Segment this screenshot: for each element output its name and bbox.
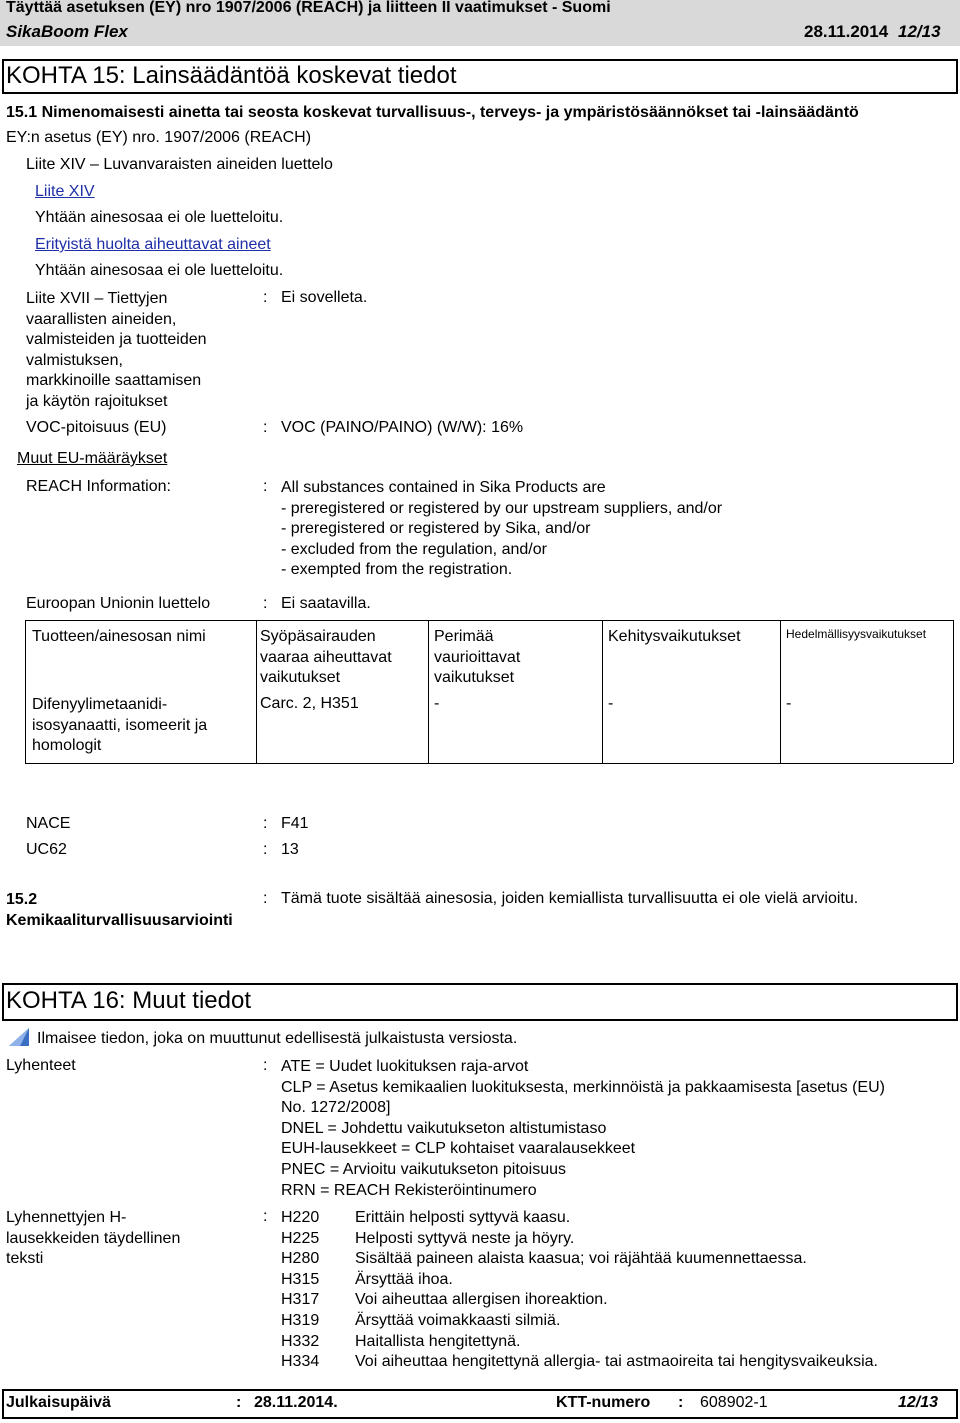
table-cell-mutagenic: - <box>434 695 440 712</box>
h-statement-texts <box>355 1208 878 1373</box>
uc62-value: 13 <box>281 841 299 858</box>
other-eu-regulations: Muut EU-määräykset <box>17 450 168 467</box>
h-text: Helposti syttyvä neste ja höyry. <box>355 1229 575 1247</box>
colon: : <box>263 1208 268 1225</box>
header-page: 12/13 <box>898 22 941 41</box>
reach-info-label: REACH Information: <box>26 478 171 495</box>
ktt-number-value: 608902-1 <box>700 1394 768 1411</box>
colon: : <box>236 1394 242 1411</box>
publication-date-value: 28.11.2014. <box>254 1394 338 1411</box>
table-cell-substance: Difenyylimetaanidi- isosyanaatti, isomeerit ja homologit <box>32 696 208 755</box>
header-date: 28.11.2014 <box>804 22 889 41</box>
change-marker-icon <box>8 1027 30 1047</box>
abbreviations-label: Lyhenteet <box>6 1057 76 1074</box>
annex-14-heading: Liite XIV – Luvanvaraisten aineiden luettelo <box>26 156 333 173</box>
h-code: H220 <box>281 1209 320 1226</box>
annex-14-link[interactable]: Liite XIV <box>35 183 95 200</box>
h-text: Voi aiheuttaa hengitettynä allergia- tai astmaoireita tai hengitysvaikeuksia. <box>355 1353 878 1371</box>
colon: : <box>263 419 268 436</box>
uc62-label: UC62 <box>26 841 67 858</box>
h-text: Haitallista hengitettynä. <box>355 1332 521 1350</box>
publication-date-label: Julkaisupäivä <box>6 1394 111 1411</box>
colon: : <box>263 478 268 495</box>
table-cell-carcinogenic: Carc. 2, H351 <box>260 695 359 712</box>
h-code: H319 <box>281 1311 320 1329</box>
nace-label: NACE <box>26 815 71 832</box>
h-code: H334 <box>281 1353 320 1371</box>
subsection-15-1: 15.1 Nimenomaisesti ainetta tai seosta koskevat turvallisuus-, terveys- ja ympäristösäännökset tai -lainsäädäntö <box>6 104 859 121</box>
h-text: Ärsyttää ihoa. <box>355 1270 453 1288</box>
section-16-title: KOHTA 16: Muut tiedot <box>6 987 252 1014</box>
footer-box <box>2 1389 958 1419</box>
voc-value: VOC (PAINO/PAINO) (W/W): 16% <box>281 419 524 436</box>
annex-17-label: Liite XVII – Tiettyjen vaarallisten aineiden, valmisteiden ja tuotteiden valmistuksen, markkinoille saattamisen ja käytön rajoitukset <box>26 290 207 410</box>
reach-info-text: All substances contained in Sika Products are - preregistered or registered by our upstream suppliers, and/or - preregistered or registered by Sika, and/or - excluded from the regulation, and/or - exempted from the registration. <box>281 479 723 579</box>
table-header-name: Tuotteen/ainesosan nimi <box>32 628 206 645</box>
section-15-title: KOHTA 15: Lainsäädäntöä koskevat tiedot <box>6 62 457 89</box>
footer-page: 12/13 <box>898 1394 939 1411</box>
h-code: H280 <box>281 1250 320 1268</box>
h-text: Erittäin helposti syttyvä kaasu. <box>355 1209 571 1226</box>
chemical-safety-assessment: Tämä tuote sisältää ainesosia, joiden kemiallista turvallisuutta ei ole vielä arvioitu. <box>281 890 859 907</box>
change-note: Ilmaisee tiedon, joka on muuttunut edellisestä julkaistusta versiosta. <box>37 1030 518 1047</box>
h-text: Voi aiheuttaa allergisen ihoreaktion. <box>355 1291 608 1309</box>
h-text: Ärsyttää voimakkaasti silmiä. <box>355 1311 561 1329</box>
h-text: Sisältää paineen alaista kaasua; voi räjähtää kuumennettaessa. <box>355 1250 807 1268</box>
h-code: H332 <box>281 1332 320 1350</box>
regulation-title: Täyttää asetuksen (EY) nro 1907/2006 (REACH) ja liitteen II vaatimukset - Suomi <box>6 0 611 16</box>
annex-17-value: Ei sovelleta. <box>281 289 368 306</box>
h-statement-codes <box>281 1208 319 1373</box>
ktt-number-label: KTT-numero <box>556 1394 651 1411</box>
svhc-link[interactable]: Erityistä huolta aiheuttavat aineet <box>35 236 271 253</box>
h-code: H315 <box>281 1270 320 1288</box>
svhc-text: Yhtään ainesosaa ei ole luetteloitu. <box>35 262 284 279</box>
nace-value: F41 <box>281 815 309 832</box>
h-statements-label: Lyhennettyjen H- lausekkeiden täydellinen teksti <box>6 1209 181 1268</box>
colon: : <box>263 595 268 612</box>
voc-label: VOC-pitoisuus (EU) <box>26 419 167 436</box>
table-header-mutagenic: Perimää vaurioittavat vaikutukset <box>434 628 521 687</box>
colon: : <box>263 1057 268 1074</box>
table-cell-developmental: - <box>608 695 614 712</box>
annex-14-text: Yhtään ainesosaa ei ole luetteloitu. <box>35 209 284 226</box>
table-header-carcinogenic: Syöpäsairauden vaaraa aiheuttavat vaikutukset <box>260 628 392 687</box>
table-header-fertility: Hedelmällisyysvaikutukset <box>786 627 927 641</box>
colon: : <box>263 890 268 907</box>
reach-regulation: EY:n asetus (EY) nro. 1907/2006 (REACH) <box>6 129 312 146</box>
colon: : <box>263 289 268 306</box>
eu-list-label: Euroopan Unionin luettelo <box>26 595 211 612</box>
table-cell-fertility: - <box>786 695 792 712</box>
h-code: H225 <box>281 1229 320 1247</box>
h-code: H317 <box>281 1291 320 1309</box>
colon: : <box>263 841 268 858</box>
colon: : <box>678 1394 684 1411</box>
table-header-developmental: Kehitysvaikutukset <box>608 628 741 645</box>
product-name: SikaBoom Flex <box>6 22 128 41</box>
eu-list-value: Ei saatavilla. <box>281 595 371 612</box>
colon: : <box>263 815 268 832</box>
abbreviations-list: ATE = Uudet luokituksen raja-arvot CLP = Asetus kemikaalien luokituksesta, merkinnöistä ja pakkaamisesta [asetus (EU) No. 1272/2008] DNEL = Johdettu vaikutukseton altistumistaso EUH-lausekkeet = CLP kohtaiset vaaralausekkeet PNEC = Arvioitu vaikutukseton pitoisuus RRN = REACH Rekisteröintinumero <box>281 1058 885 1199</box>
subsection-15-2: 15.2 Kemikaaliturvallisuusarviointi <box>6 891 233 929</box>
